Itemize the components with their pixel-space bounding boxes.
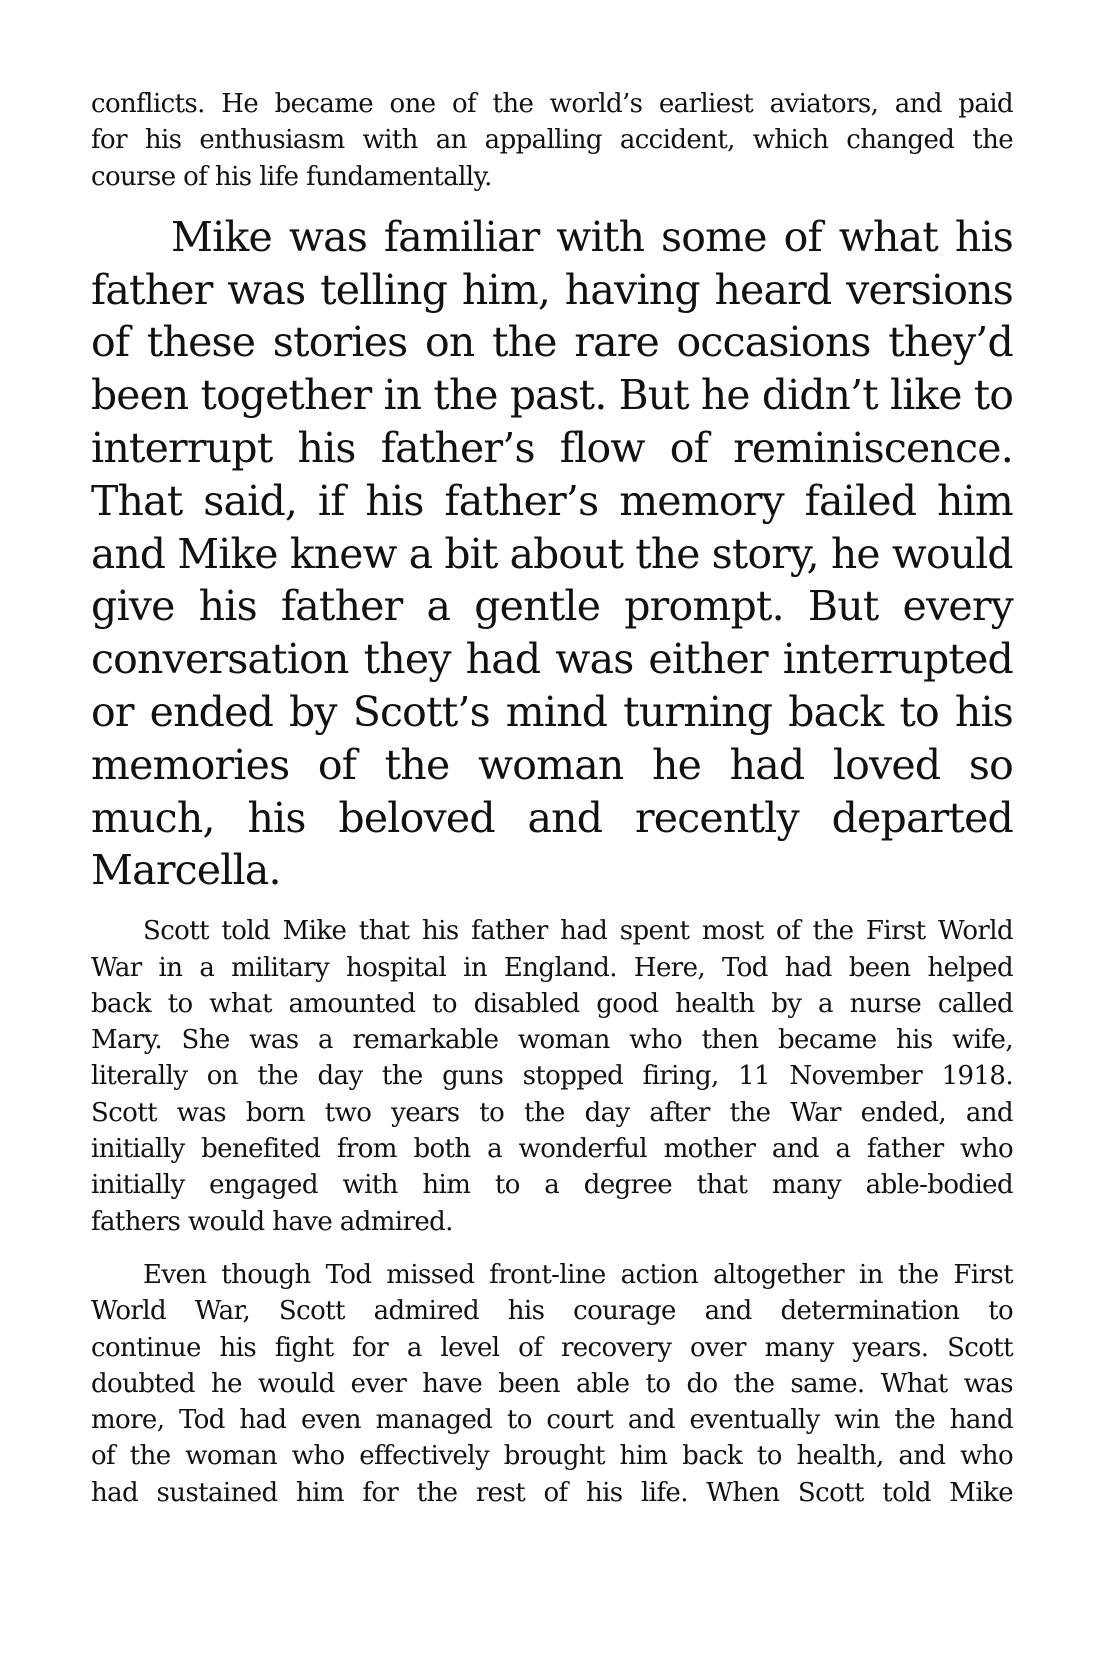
text-line: of these stories on the rare occasions they’d xyxy=(91,318,1013,367)
text-line: and Mike knew a bit about the story, he would xyxy=(91,529,1013,578)
paragraph-4 xyxy=(91,1257,1013,1511)
text-line: or ended by Scott’s mind turning back to his xyxy=(91,688,1013,737)
text-line: Marcella. xyxy=(91,846,281,895)
text-line: fathers would have admired. xyxy=(91,1206,453,1237)
paragraph-3 xyxy=(91,913,1013,1240)
text-line: War in a military hospital in England. Here, Tod had been helped xyxy=(91,952,1013,983)
text-line: give his father a gentle prompt. But every xyxy=(91,582,1013,631)
text-line: Mary. She was a remarkable woman who then became his wife, xyxy=(91,1025,1013,1056)
text-line: more, Tod had even managed to court and eventually win the hand xyxy=(91,1405,1013,1436)
paragraph-1 xyxy=(91,86,1013,195)
text-line: conflicts. He became one of the world’s earliest aviators, and paid xyxy=(91,89,1013,119)
text-line: continue his fight for a level of recovery over many years. Scott xyxy=(91,1332,1013,1363)
paragraph-2 xyxy=(91,211,1013,897)
text-line: had sustained him for the rest of his life. When Scott told Mike xyxy=(91,1477,1013,1508)
text-line: Scott told Mike that his father had spent most of the First World xyxy=(143,916,1013,947)
text-line: literally on the day the guns stopped firing, 11 November 1918. xyxy=(91,1061,1013,1092)
text-line: of the woman who effectively brought him back to health, and who xyxy=(91,1441,1013,1472)
text-line: interrupt his father’s flow of reminiscence. xyxy=(91,424,1013,473)
text-line: father was telling him, having heard versions xyxy=(91,265,1013,314)
text-line: conversation they had was either interrupted xyxy=(91,635,1013,684)
document-page xyxy=(91,86,1013,1511)
text-line: Even though Tod missed front-line action altogether in the First xyxy=(143,1259,1013,1290)
text-line: back to what amounted to disabled good health by a nurse called xyxy=(91,988,1013,1019)
text-line: That said, if his father’s memory failed him xyxy=(91,476,1013,525)
text-line: for his enthusiasm with an appalling accident, which changed the xyxy=(91,125,1013,156)
text-line: World War, Scott admired his courage and determination to xyxy=(91,1296,1013,1327)
text-line: initially engaged with him to a degree that many able-bodied xyxy=(91,1170,1013,1201)
text-line: Mike was familiar with some of what his xyxy=(171,212,1013,261)
text-line: course of his life fundamentally. xyxy=(91,161,492,192)
text-line: much, his beloved and recently departed xyxy=(91,793,1013,842)
text-line: Scott was born two years to the day after the War ended, and xyxy=(91,1097,1013,1128)
text-line: been together in the past. But he didn’t like to xyxy=(91,371,1014,420)
text-line: initially benefited from both a wonderful mother and a father who xyxy=(91,1134,1013,1165)
text-line: memories of the woman he had loved so xyxy=(91,740,1013,789)
text-line: doubted he would ever have been able to do the same. What was xyxy=(91,1368,1013,1399)
